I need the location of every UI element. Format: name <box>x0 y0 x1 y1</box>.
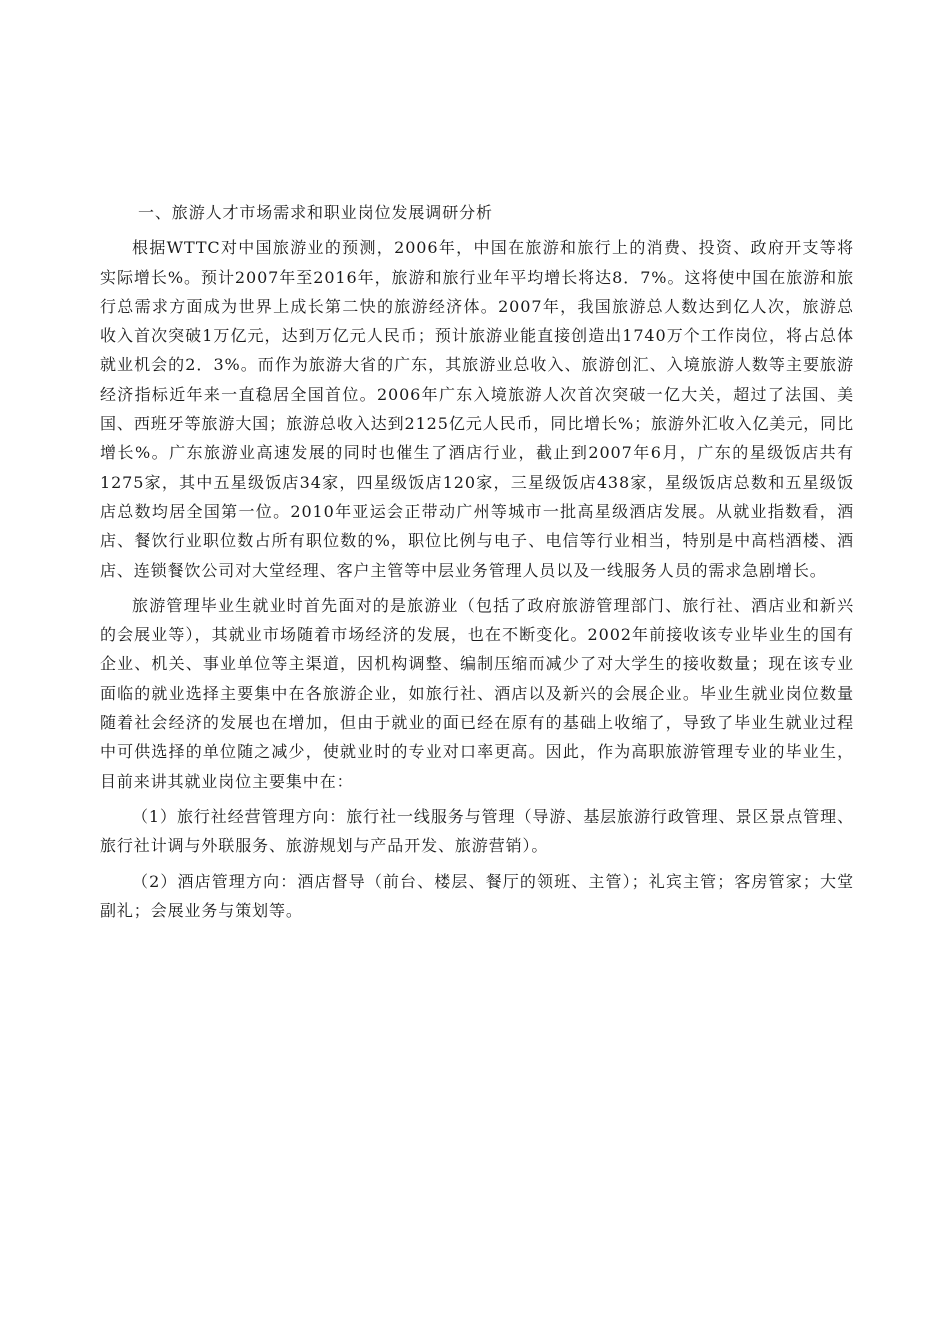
section-heading: 一、旅游人才市场需求和职业岗位发展调研分析 <box>138 203 493 222</box>
paragraph-graduate-employment: 旅游管理毕业生就业时首先面对的是旅游业（包括了政府旅游管理部门、旅行社、酒店业和新兴的会展业等），其就业市场随着市场经济的发展，也在不断变化。2002年前接收该专业毕业生的国有企业、机关、事业单位等主渠道，因机构调整、编制压缩而减少了对大学生的接收数量；现在该专业面临的就业选择主要集中在各旅游企业，如旅行社、酒店以及新兴的会展企业。毕业生就业岗位数量随着社会经济的发展也在增加，但由于就业的面已经在原有的基础上收缩了，导致了毕业生就业过程中可供选择的单位随之减少，使就业时的专业对口率更高。因此，作为高职旅游管理专业的毕业生，目前来讲其就业岗位主要集中在： <box>100 595 854 791</box>
paragraph-wttc-forecast: 根据WTTC对中国旅游业的预测，2006年，中国在旅游和旅行上的消费、投资、政府开支等将实际增长%。预计2007年至2016年，旅游和旅行业年平均增长将达8．7%。这将使中国在旅游和旅行总需求方面成为世界上成长第二快的旅游经济体。2007年，我国旅游总人数达到亿人次，旅游总收入首次突破1万亿元，达到万亿元人民币；预计旅游业能直接创造出1740万个工作岗位，将占总体就业机会的2．3%。而作为旅游大省的广东，其旅游业总收入、旅游创汇、入境旅游人数等主要旅游经济指标近年来一直稳居全国首位。2006年广东入境旅游人次首次突破一亿大关，超过了法国、美国、西班牙等旅游大国；旅游总收入达到2125亿元人民币，同比增长%；旅游外汇收入亿美元，同比增长%。广东旅游业高速发展的同时也催生了酒店行业，截止到2007年6月，广东的星级饭店共有1275家，其中五星级饭店34家，四星级饭店120家，三星级饭店438家，星级饭店总数和五星级饭店总数均居全国第一位。2010年亚运会正带动广州等城市一批高星级酒店发展。从就业指数看，酒店、餐饮行业职位数占所有职位数的%，职位比例与电子、电信等行业相当，特别是中高档酒楼、酒店、连锁餐饮公司对大堂经理、客户主管等中层业务管理人员以及一线服务人员的需求急剧增长。 <box>100 238 854 580</box>
paragraph-hotel-direction: （2）酒店管理方向：酒店督导（前台、楼层、餐厅的领班、主管）；礼宾主管；客房管家；大堂副礼；会展业务与策划等。 <box>100 871 854 920</box>
document-body <box>100 198 854 931</box>
paragraph-travel-agency-direction: （1）旅行社经营管理方向：旅行社一线服务与管理（导游、基层旅游行政管理、景区景点管理、旅行社计调与外联服务、旅游规划与产品开发、旅游营销）。 <box>100 806 854 856</box>
